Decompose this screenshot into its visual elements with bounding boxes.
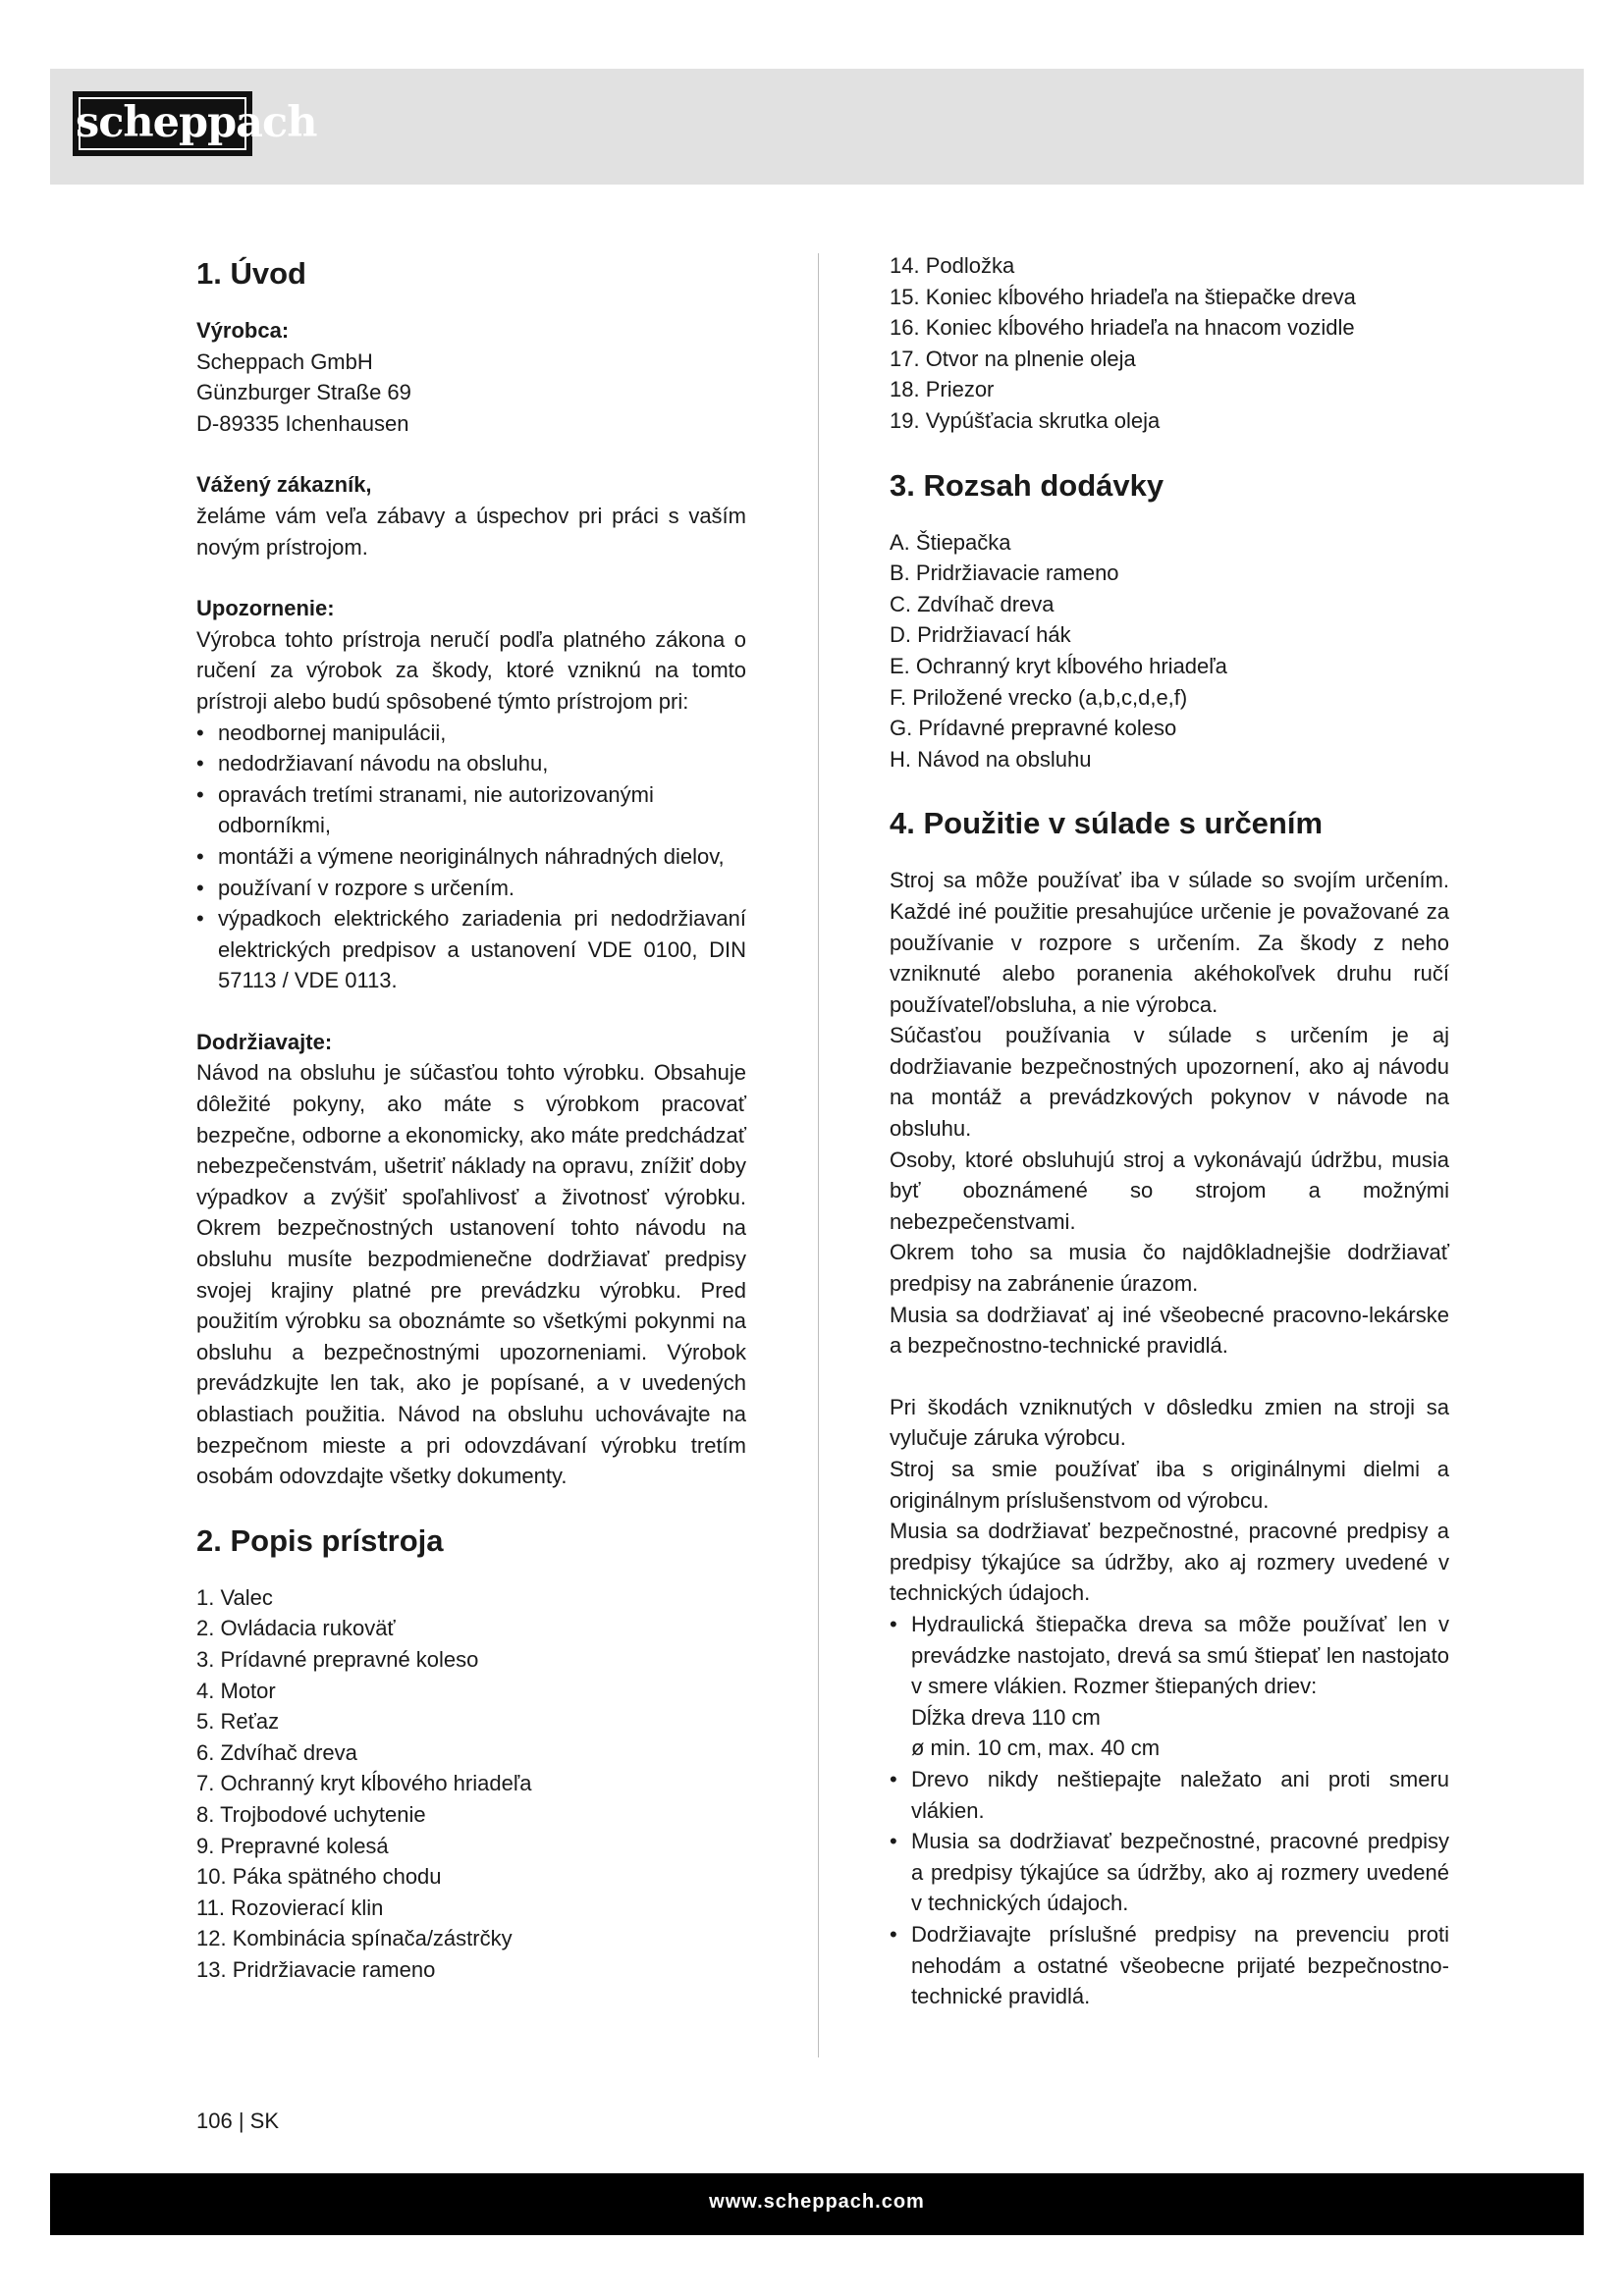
list-item: 3. Prídavné prepravné koleso [196, 1646, 479, 1672]
bullet-text: • Hydraulická štiepačka dreva sa môže používať len v prevádzke nastojato, drevá sa smú štiepať len nastojato v smere vlákien. Rozmer štiepaných driev: [911, 1611, 1449, 1699]
notice-block [196, 593, 746, 996]
list-item: • opravách tretími stranami, nie autorizovanými odborníkmi, [196, 779, 746, 841]
list-item: 6. Zdvíhač dreva [196, 1739, 357, 1765]
manufacturer-block [196, 315, 746, 439]
list-item: 10. Páka spätného chodu [196, 1864, 442, 1890]
list-item: 5. Reťaz [196, 1709, 280, 1735]
bullet-text: ø min. 10 cm, max. 40 cm [911, 1735, 1161, 1761]
list-item: 14. Podložka [890, 253, 1015, 278]
list-item: • výpadkoch elektrického zariadenia pri nedodržiavaní elektrických predpisov a ustanovení VDE 0100, DIN 57113 / VDE 0113. [196, 903, 746, 996]
list-item: H. Návod na obsluhu [890, 746, 1092, 772]
customer-label: Vážený zákazník, [196, 472, 372, 498]
part-list [196, 1582, 746, 1986]
list-item: E. Ochranný kryt kĺbového hriadeľa [890, 653, 1227, 678]
usage-paragraph: Stroj sa smie používať iba s originálnymi dielmi a originálnym príslušenstvom od výrobcu. [890, 1457, 1449, 1513]
customer-text: želáme vám veľa zábavy a úspechov pri práci s vaším novým prístrojom. [196, 503, 746, 560]
list-item: 12. Kombinácia spínača/zástrčky [196, 1926, 513, 1951]
usage-paragraph: Musia sa dodržiavať bezpečnostné, pracovné predpisy a predpisy týkajúce sa údržby, ako aj rozmery uvedené v technických údajoch. [890, 1519, 1449, 1606]
heading-description: 2. Popis prístroja [196, 1522, 444, 1558]
part-list-continued [890, 250, 1449, 437]
usage-list [890, 1609, 1449, 2012]
list-item: • Dodržiavajte príslušné predpisy na prevenciu proti nehodám a ostatné všeobecne prijaté bezpečnostno-technické pravidlá. [890, 1919, 1449, 2012]
list-item: 18. Priezor [890, 377, 995, 402]
list-item: 1. Valec [196, 1584, 273, 1610]
list-item: 9. Prepravné kolesá [196, 1833, 389, 1858]
manufacturer-line: Scheppach GmbH [196, 348, 373, 374]
list-item: • Drevo nikdy neštiepajte naležato ani proti smeru vlákien. [890, 1764, 1449, 1826]
list-item: 8. Trojbodové uchytenie [196, 1801, 426, 1827]
scheppach-logo: scheppach [73, 91, 252, 156]
list-item: 4. Motor [196, 1678, 276, 1703]
usage-paragraph: Osoby, ktoré obsluhujú stroj a vykonávajú údržbu, musia byť oboznámené so strojom a možnými nebezpečenstvami. [890, 1147, 1449, 1234]
list-item: B. Pridržiavacie rameno [890, 561, 1119, 586]
list-item: G. Prídavné prepravné koleso [890, 716, 1177, 741]
usage-paragraph: Pri škodách vzniknutých v dôsledku zmien na stroji sa vylučuje záruka výrobcu. [890, 1394, 1449, 1451]
bullet-text: Dĺžka dreva 110 cm [911, 1704, 1101, 1730]
footer-url: www.scheppach.com [709, 2191, 925, 2213]
list-item: • Musia sa dodržiavať bezpečnostné, pracovné predpisy a predpisy týkajúce sa údržby, ako aj rozmery uvedené v technických údajoch. [890, 1826, 1449, 1919]
list-item: 17. Otvor na plnenie oleja [890, 346, 1136, 371]
list-item: • neodbornej manipulácii, [196, 718, 746, 749]
usage-paragraph: Súčasťou používania v súlade s určením je aj dodržiavanie bezpečnostných upozornení, ako aj návodu na montáž a prevádzkových pokynov v návode na obsluhu. [890, 1023, 1449, 1142]
list-item: • montáži a výmene neoriginálnych náhradných dielov, [196, 841, 746, 873]
heading-usage: 4. Použitie v súlade s určením [890, 806, 1324, 841]
observe-block [196, 1027, 746, 1492]
manufacturer-label: Výrobca: [196, 318, 290, 343]
list-item: F. Priložené vrecko (a,b,c,d,e,f) [890, 684, 1188, 710]
usage-paragraph: Okrem toho sa musia čo najdôkladnejšie dodržiavať predpisy na zabránenie úrazom. [890, 1240, 1449, 1297]
list-item: C. Zdvíhač dreva [890, 591, 1055, 616]
list-item: 19. Vypúšťacia skrutka oleja [890, 407, 1161, 433]
usage-paragraph: Musia sa dodržiavať aj iné všeobecné pracovno-lekárske a bezpečnostno-technické pravidlá. [890, 1302, 1449, 1359]
usage-block-2 [890, 1392, 1449, 2012]
list-item: 16. Koniec kĺbového hriadeľa na hnacom vozidle [890, 315, 1355, 341]
manufacturer-line: D-89335 Ichenhausen [196, 410, 409, 436]
list-item: 11. Rozovierací klin [196, 1895, 384, 1920]
right-column [890, 250, 1449, 2012]
list-item: 13. Pridržiavacie rameno [196, 1956, 436, 1982]
notice-label: Upozornenie: [196, 596, 335, 621]
list-item: D. Pridržiavací hák [890, 622, 1071, 648]
usage-block [890, 865, 1449, 1362]
list-item: • používaní v rozpore s určením. [196, 873, 746, 904]
page-number: 106 | SK [196, 2109, 279, 2133]
manufacturer-line: Günzburger Straße 69 [196, 380, 411, 405]
scope-list [890, 527, 1449, 775]
list-item [890, 1609, 1449, 1764]
usage-paragraph: Stroj sa môže používať iba v súlade so svojím určením. Každé iné použitie presahujúce určenie je považované za používanie v rozpore s určením. Za škody z neho vzniknuté alebo poranenia akéhokoľvek druhu ručí používateľ/obsluha, a nie výrobca. [890, 868, 1449, 1017]
column-divider [818, 253, 819, 2057]
observe-label: Dodržiavajte: [196, 1029, 333, 1054]
heading-intro: 1. Úvod [196, 256, 306, 291]
customer-block [196, 469, 746, 562]
observe-text: Návod na obsluhu je súčasťou tohto výrobku. Obsahuje dôležité pokyny, ako máte s výrobkom pracovať bezpečne, odborne a ekonomicky, ako máte predchádzať nebezpečenstvám, ušetriť náklady na opravu, znížiť doby výpadkov a zvýšiť spoľahlivosť a životnosť výrobku. Okrem bezpečnostných ustanovení tohto návodu na obsluhu musíte bezpodmienečne dodržiavať predpisy svojej krajiny platné pre prevádzku výrobku. Pred použitím výrobku sa oboznámte so všetkými pokynmi na obsluhu a bezpečnostnými upozorneniami. Výrobok prevádzkujte len tak, ako je popísané, a v uvedených oblastiach použitia. Návod na obsluhu uchovávajte na bezpečnom mieste a pri odovzdávaní výrobku tretím osobám odovzdajte všetky dokumenty. [196, 1060, 746, 1489]
list-item: 7. Ochranný kryt kĺbového hriadeľa [196, 1771, 532, 1796]
heading-scope: 3. Rozsah dodávky [890, 467, 1164, 503]
left-column [196, 250, 746, 1986]
list-item: A. Štiepačka [890, 529, 1011, 555]
notice-list [196, 718, 746, 996]
list-item: 15. Koniec kĺbového hriadeľa na štiepačke dreva [890, 284, 1356, 309]
notice-text: Výrobca tohto prístroja neručí podľa platného zákona o ručení za výrobok za škody, ktoré vzniknú na tomto prístroji alebo budú spôsobené týmto prístrojom pri: [196, 626, 746, 714]
list-item: • nedodržiavaní návodu na obsluhu, [196, 748, 746, 779]
list-item: 2. Ovládacia rukoväť [196, 1616, 396, 1641]
